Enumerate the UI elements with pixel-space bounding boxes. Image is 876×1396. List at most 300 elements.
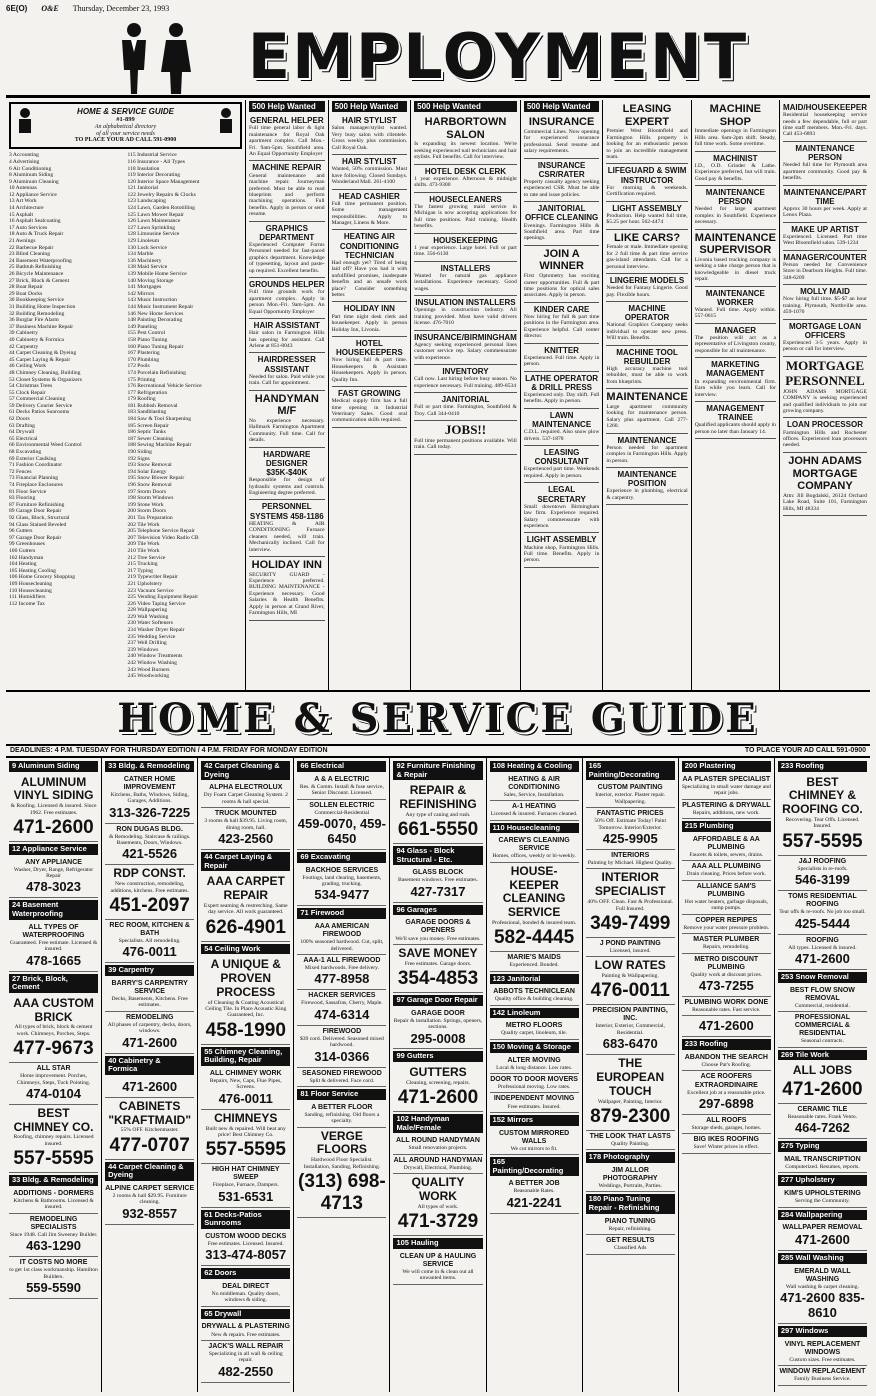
- service-ad: [586, 808, 675, 850]
- service-ad: [682, 800, 771, 819]
- ad-body: Reasonable Rates.: [513, 1188, 555, 1195]
- classified-ad: [783, 142, 867, 186]
- ad-headline: MAINTENANCE/PART TIME: [783, 187, 867, 206]
- category-item: 29 Boat Docks: [9, 290, 43, 297]
- ad-body: Repairs, additions, new work.: [692, 809, 760, 816]
- ad-headline: BEST CHIMNEY CO.: [13, 1105, 94, 1134]
- ad-body: Needed for Fantasy Lingerie. Good pay. Flexible hours.: [606, 285, 688, 298]
- category-header: 92 Furniture Finishing & Repair: [393, 761, 482, 780]
- service-ad: [105, 774, 194, 824]
- category-item: 44 Carpet Cleaning & Dyeing: [9, 350, 77, 357]
- ad-phone: 477-9673: [13, 1038, 94, 1060]
- service-ad: [682, 997, 771, 1016]
- category-item: 120 Interior Space Management: [127, 178, 200, 185]
- ad-headline: INVENTORY: [442, 367, 489, 377]
- service-ad: [586, 869, 675, 937]
- ad-body: Reasonable rates. Frank Vento.: [787, 1114, 858, 1121]
- woman-figure-icon: [158, 22, 194, 96]
- category-item: 234 Washer Dryer Repair: [127, 627, 185, 634]
- ad-headline: GET RESULTS: [605, 1237, 655, 1245]
- ad-headline: DEAL DIRECT: [222, 1282, 270, 1290]
- category-header: 233 Roofing: [682, 1039, 771, 1050]
- ad-body: The fastest growing maid service in Michigan is now accepting applications for full time positions. Paid training. Health benefits.: [414, 203, 517, 230]
- classified-ad: [414, 421, 517, 455]
- category-item: 64 Drywall: [9, 429, 35, 436]
- ad-headline: AAA CUSTOM BRICK: [13, 995, 94, 1024]
- ad-headline: WINDOW REPLACEMENT: [779, 1368, 866, 1376]
- ad-body: Free estimates. Garage doors.: [404, 960, 472, 967]
- ad-headline: CABINETS "KRAFTMAID": [108, 1098, 192, 1127]
- category-item: 155 Pest Control: [127, 330, 166, 337]
- category-list-left: [9, 152, 124, 680]
- ad-body: Computerized. Resumes, reports.: [785, 1164, 860, 1171]
- category-item: 40 Cabinetry & Formica: [9, 336, 64, 343]
- ad-headline: CUSTOM MIRRORED WALLS: [498, 1129, 570, 1145]
- service-ad: [201, 1068, 290, 1110]
- page-number: 6E(O): [6, 4, 28, 13]
- category-item: 27 Brick, Block & Cement: [9, 277, 70, 284]
- ad-body: Commercial Lines. Now opening for experienced insurance professional. Send resume and salary requirements.: [523, 128, 600, 155]
- ad-headline: HEATING & AIR CONDITIONING: [508, 775, 560, 791]
- category-item: 24 Basement Waterproofing: [9, 257, 72, 264]
- ad-body: In expanding environmental firm. Earn while you learn. Call for interview.: [694, 378, 776, 398]
- category-item: 125 Lawn Mower Repair: [127, 211, 184, 218]
- classified-ad: [606, 230, 687, 274]
- ad-headline: JOHN ADAMS MORTGAGE COMPANY: [788, 454, 862, 493]
- ad-phone: 471-2600 835-8610: [780, 1290, 865, 1321]
- classified-ad: [524, 344, 600, 372]
- classified-ad: [783, 101, 867, 142]
- ad-headline: REC ROOM, KITCHEN & BATH: [109, 921, 190, 937]
- service-ad: [778, 1188, 867, 1207]
- ad-headline: PROFESSIONAL COMMERCIAL & RESIDENTIAL: [794, 1014, 851, 1038]
- ad-body: Recovering. Tear Offs. Licensed. Insured.: [785, 817, 860, 830]
- category-item: 193 Snow Removal: [127, 462, 172, 469]
- classified-ad: [332, 155, 408, 189]
- category-header: 102 Handyman Male/Female: [393, 1114, 482, 1133]
- ad-body: Quality Painting.: [611, 1140, 650, 1147]
- ad-body: Specializing in small water damage and repair jobs.: [681, 783, 771, 797]
- service-ad: [201, 1164, 290, 1207]
- classified-ad: [606, 434, 687, 468]
- category-item: 121 Janitorial: [127, 185, 159, 192]
- category-header: 97 Garage Door Repair: [393, 995, 482, 1006]
- ad-body: Person needed for apartment complex in Farmington Hills. Apply in person.: [606, 444, 688, 464]
- ad-body: JOHN ADAMS MORTGAGE COMPANY is seeking experienced and qualified individuals to join our growing company.: [782, 388, 867, 415]
- category-item: 207 Television Video Radio CB: [127, 534, 199, 541]
- ad-phone: 474-6314: [314, 1006, 370, 1022]
- section-header: 500 Help Wanted: [332, 101, 408, 112]
- category-item: 106 Home Grocery Shopping: [9, 574, 76, 581]
- service-ad: [586, 850, 675, 869]
- classified-ad: [695, 324, 776, 358]
- classified-ad: [606, 389, 687, 433]
- service-ad: [490, 774, 579, 802]
- category-item: 42 Carpentry: [9, 343, 39, 350]
- ad-body: Expert seaming & restretching. Same day service. All work guaranteed.: [203, 902, 288, 916]
- ad-body: Choose Pat's Roofing.: [701, 1062, 752, 1069]
- category-header: 233 Roofing: [778, 761, 867, 772]
- ad-body: Premier West Bloomfield and Farmington Hills property is looking for an enthusiastic person to join an incredible management team.: [606, 128, 688, 160]
- service-ad: [201, 1321, 290, 1340]
- guide-column: [198, 758, 294, 1392]
- ad-body: Livonia based trucking company is seeking a take charge person that is knowledgeable in diesel truck repair.: [694, 256, 776, 283]
- ad-body: Experienced. Licensed. Part time West Bloomfield salon. 539-1234: [782, 233, 867, 247]
- category-item: 141 Mortgages: [127, 284, 162, 291]
- ad-body: Weddings, Portraits, Parties.: [598, 1183, 662, 1190]
- service-ad: [682, 915, 771, 934]
- ad-headline: MAINTENANCE: [617, 435, 677, 445]
- classified-ad: [524, 483, 600, 533]
- ad-body: Decks, Basements, Kitchens. Free estimates.: [111, 996, 188, 1009]
- ad-body: Qualified applicants should apply in person no later than January 14.: [694, 422, 776, 435]
- category-header: 40 Cabinetry & Formica: [105, 1056, 194, 1075]
- service-ad: [9, 857, 98, 899]
- category-header: 65 Drywall: [201, 1309, 290, 1320]
- category-header: 110 Housecleaning: [490, 823, 579, 834]
- ad-phone: 471-3729: [397, 1211, 479, 1233]
- ad-phone: 474-0104: [26, 1085, 82, 1101]
- ad-headline: INSURANCE: [528, 116, 595, 129]
- ad-headline: LOAN PROCESSOR: [786, 420, 863, 430]
- category-item: 118 Insulation: [127, 165, 160, 172]
- ad-body: Medical supply firm has a full time opening in Industrial Veterinary Sales. Good oral communication skills required.: [331, 398, 408, 424]
- category-item: 124 Lawn, Garden Rototilling: [127, 205, 195, 212]
- index-title: HOME & SERVICE GUIDE: [77, 107, 174, 116]
- category-header: 105 Hauling: [393, 1238, 482, 1249]
- service-ad: [201, 956, 290, 1045]
- category-item: 104 Heating: [9, 561, 37, 568]
- ad-headline: AAA ALL PLUMBING: [691, 863, 761, 871]
- service-ad: [297, 990, 386, 1025]
- service-ad: [778, 856, 867, 891]
- service-ad: [297, 800, 386, 850]
- ad-headline: DOOR TO DOOR MOVERS: [490, 1076, 578, 1083]
- category-item: 176 Recreational Vehicle Service: [127, 383, 202, 390]
- service-ad: [297, 774, 386, 800]
- ad-phone: 534-9477: [314, 887, 370, 903]
- ad-phone: 314-0366: [314, 1048, 370, 1064]
- ad-body: Female or male. Immediate opening for 2 full time & part time service gas-island attendants. Call for a personal interview.: [606, 244, 688, 270]
- ad-body: Footings, land clearing, basements, grading, trucking.: [302, 874, 382, 887]
- ad-headline: J&J ROOFING: [798, 857, 847, 865]
- category-header: 123 Janitorial: [490, 974, 579, 985]
- ad-headline: DRYWALL & PLASTERING: [201, 1323, 290, 1331]
- service-ad: [490, 1074, 579, 1093]
- handyman-icon: [215, 106, 237, 136]
- ad-headline: HOLIDAY INN: [251, 558, 322, 571]
- ad-body: Salon manager/stylist wanted. Very busy salon with clientele. Gross weekly plus commission. Call Royal Oak.: [331, 125, 408, 151]
- ad-headline: KNITTER: [544, 345, 579, 355]
- ad-body: All types of brick, block & cement work. Chimneys, Porches, Steps.: [14, 1024, 93, 1037]
- category-item: 105 Heating Cooling: [9, 567, 56, 574]
- ad-headline: A UNIQUE & PROVEN PROCESS: [210, 957, 281, 999]
- ad-headline: MASTER PLUMBER: [693, 936, 760, 944]
- category-item: 111 Humidifiers: [9, 594, 46, 601]
- service-ad: [490, 1178, 579, 1213]
- index-cta: TO PLACE YOUR AD CALL 591-0900: [74, 137, 177, 144]
- ad-headline: MACHINE SHOP: [709, 103, 761, 128]
- category-item: 140 Moving Storage: [127, 277, 174, 284]
- ad-body: Home improvement. Porches, Chimneys, Steps, Tuck Pointing.: [16, 1073, 91, 1086]
- ad-headline: AAA-1 ALL FIREWOOD: [303, 956, 381, 964]
- ad-body: Specialists in re-roofs.: [797, 865, 848, 872]
- ad-headline: TRUCK MOUNTED: [214, 810, 277, 818]
- classified-ad: [414, 331, 517, 365]
- category-item: 94 Glass Stained Beveled: [9, 521, 67, 528]
- category-item: 240 Window Treatments: [127, 653, 183, 660]
- category-item: 160 Piano Tuning Repair: [127, 343, 184, 350]
- ad-headline: MOLLY MAID: [800, 287, 850, 297]
- ad-body: Licensed, insured.: [609, 947, 651, 954]
- category-item: 136 Machinery: [127, 257, 162, 264]
- ad-body: & Roofing. Licensed & insured. Since 1962. Free estimates.: [10, 803, 97, 816]
- ad-body: Experienced Computer Forms Personnel needed for fast-paced graphics department. Knowledge of typesetting, layout and paste-up required. Excellent benefits.: [249, 242, 325, 274]
- category-header: 9 Aluminum Siding: [9, 761, 98, 772]
- ad-headline: HARDWARE DESIGNER $35K-$40K: [263, 449, 311, 477]
- category-header: 81 Floor Service: [297, 1089, 386, 1100]
- ad-body: Evenings. Farmington Hills & Southfield area. Part time openings.: [523, 222, 600, 242]
- ad-phone: 464-7262: [794, 1120, 850, 1136]
- ad-headline: JOIN A WINNER: [539, 247, 584, 273]
- ad-body: Hardwood Floor Specialist. Installation, Sanding, Refinishing.: [303, 1157, 381, 1170]
- classified-ad: [249, 353, 325, 390]
- category-item: 205 Telephone Service Repair: [127, 528, 195, 535]
- ad-body: Remove your water pressure problem.: [683, 924, 770, 931]
- ad-headline: CUSTOM PAINTING: [597, 784, 663, 792]
- service-ad: [490, 986, 579, 1005]
- ad-body: Classified Ads: [613, 1245, 647, 1252]
- category-item: 13 Art Work: [9, 198, 37, 205]
- ad-headline: HARBORTOWN SALON: [424, 116, 507, 141]
- service-ad: [490, 835, 579, 863]
- ad-body: We'll save you money. Free estimates.: [395, 935, 481, 942]
- ad-phone: 471-2600: [698, 1018, 754, 1034]
- ad-headline: GARAGE DOOR: [411, 1009, 465, 1017]
- ad-body: Now hiring full & part time. Housekeepers & Assistant Housekeepers. Apply in person. Quality Inn.: [331, 357, 408, 383]
- category-item: 81 Floor Service: [9, 488, 47, 495]
- ad-body: Reasonable rates. Fast service.: [692, 1007, 761, 1014]
- classified-ad: [606, 101, 687, 164]
- category-item: 239 Windows: [127, 646, 159, 653]
- ad-headline: REPAIR & REFINISHING: [399, 783, 477, 812]
- ad-body: Quality work at discount prices.: [690, 971, 763, 978]
- ad-headline: GROUNDS HELPER: [249, 280, 325, 290]
- help-wanted-column: [603, 100, 691, 690]
- ad-headline: HANDYMAN M/F: [254, 392, 319, 418]
- service-ad: [682, 861, 771, 880]
- category-item: 196 Snow Removal: [127, 482, 172, 489]
- service-ad: [682, 774, 771, 800]
- ad-body: No middleman. Quality doors, windows & siding.: [211, 1291, 280, 1304]
- category-item: 36 Burglar Fire Alarm: [9, 317, 59, 324]
- service-ad: [201, 808, 290, 850]
- ad-headline: INSURANCE CSR/RATER: [537, 160, 586, 179]
- ad-phone: 463-1290: [26, 1238, 82, 1254]
- service-ad: [393, 867, 482, 902]
- ad-body: Full time general labor & light maintenance for Royal Oak apartment complex. Call Mon.-Fri. 9am-5pm. Southfield area. An Equal Opportunity Employer: [249, 125, 325, 158]
- ad-headline: KIM'S UPHOLSTERING: [784, 1190, 861, 1198]
- ad-body: Wallpaper, Painting, Interior.: [597, 1098, 663, 1105]
- ad-phone: 354-4853: [397, 968, 479, 990]
- service-ad: [201, 873, 290, 941]
- category-item: 62 Doors: [9, 416, 30, 423]
- service-ad: [778, 1366, 867, 1385]
- section-header: 500 Help Wanted: [414, 101, 517, 112]
- ad-body: Hair salon in Farmington Hills has opening for assistant. Call Arlene at 851-8043: [249, 330, 325, 350]
- ad-body: Wanted, 50% commission. Must have following. Closed Sundays. Wonderland Mall. 261-4100: [331, 166, 408, 186]
- ad-headline: ABBOTS TECHNICLEAN: [493, 988, 575, 996]
- ad-body: Fireplace, Furnace, Dampers.: [212, 1182, 279, 1189]
- classified-ad: [249, 391, 325, 448]
- ad-headline: JANITORIAL: [441, 395, 490, 405]
- ad-headline: HAIR ASSISTANT: [253, 320, 320, 330]
- ad-body: Interior, Exterior, Commercial, Residential.: [595, 1023, 665, 1036]
- category-header: 108 Heating & Cooling: [490, 761, 579, 772]
- service-ad: [297, 921, 386, 955]
- classified-ad: [783, 223, 867, 251]
- category-header: 55 Chimney Cleaning, Building, Repair: [201, 1047, 290, 1066]
- category-header: 94 Glass - Block Structural - Etc.: [393, 846, 482, 865]
- classified-ad: [606, 346, 687, 390]
- classified-ad: [414, 262, 517, 296]
- ad-headline: VINYL REPLACEMENT WINDOWS: [784, 1340, 861, 1356]
- category-header: 178 Photography: [586, 1152, 675, 1163]
- service-ad: [586, 1055, 675, 1131]
- ad-headline: JANITORIAL OFFICE CLEANING: [524, 204, 599, 223]
- category-item: 127 Lawn Sprinkling: [127, 224, 176, 231]
- category-header: 180 Piano Tuning Repair - Refinishing: [586, 1194, 675, 1213]
- category-header: 96 Garages: [393, 905, 482, 916]
- category-header: 24 Basement Waterproofing: [9, 900, 98, 919]
- ad-body: No experience necessary. Hallmark Farmington Apartment Community. Full time. Call for details.: [249, 417, 325, 444]
- category-item: 83 Flooring: [9, 495, 36, 502]
- ad-body: Custom sizes. Free estimates.: [789, 1356, 856, 1363]
- ad-body: We cut mirrors to fit.: [510, 1145, 558, 1152]
- category-header: 277 Upholstery: [778, 1175, 867, 1186]
- ad-headline: INTERIORS: [611, 852, 650, 860]
- service-guide-band: [6, 692, 870, 758]
- ad-body: Commercial-Residential: [314, 809, 370, 816]
- ad-body: of Cleaning & Coating Acoustical Ceiling Tile. In Place Acoustic King Guaranteed, Inc.: [205, 999, 287, 1019]
- category-header: 33 Bldg. & Remodeling: [105, 761, 194, 772]
- guide-column: [294, 758, 390, 1392]
- ad-headline: THE LOOK THAT LASTS: [589, 1132, 671, 1140]
- classified-ad: [332, 114, 408, 155]
- ad-headline: PLASTERING & DRYWALL: [682, 801, 771, 809]
- ad-headline: HAIRDRESSER ASSISTANT: [257, 355, 316, 374]
- ad-phone: 313-474-8057: [205, 1247, 287, 1263]
- ad-headline: LAWN MAINTENANCE: [532, 410, 592, 430]
- help-wanted-column: [521, 100, 604, 690]
- service-ad: [201, 1110, 290, 1164]
- ad-body: Call now. Last hiring before busy season. No experience necessary. Full training. 489-8534: [414, 376, 517, 389]
- help-wanted-columns: [246, 100, 870, 690]
- classified-ad: [606, 164, 687, 201]
- ad-headline: LEGAL SECRETARY: [537, 485, 586, 504]
- category-item: 167 Plastering: [127, 350, 160, 357]
- ad-phone: 421-5526: [122, 846, 178, 862]
- ad-body: Kitchens & Bathrooms. Licensed & insured.: [13, 1197, 94, 1211]
- category-item: 143 Music Instruction: [127, 297, 177, 304]
- ad-body: Painting & Wallpapering.: [601, 973, 659, 980]
- ad-body: High accuracy machine tool rebuilder, must be able to work from blueprints.: [606, 366, 688, 385]
- service-ad: [586, 1131, 675, 1150]
- ad-headline: ALUMINUM VINYL SIDING: [13, 774, 94, 803]
- ad-headline: LIKE CARS?: [614, 231, 681, 244]
- category-item: 14 Architecture: [9, 205, 44, 212]
- classified-ad: [606, 468, 687, 505]
- service-ad: [393, 1251, 482, 1285]
- ad-headline: SEASONED FIREWOOD: [302, 1069, 382, 1077]
- ad-body: Farmington Hills and Rochester offices. Experienced loan processors needed.: [782, 429, 867, 449]
- ad-body: Commercial, residential.: [794, 1002, 850, 1009]
- ad-body: SECURITY GUARD - Experience preferred. BUILDING MAINTENANCE - Experience necessary. Good Salaries & Health Benefits. Apply in person at Grand River, Farmington Hills, MI: [249, 571, 325, 617]
- ad-body: 3 rooms & hall $39.95. Living room, dining room, hall.: [204, 818, 288, 831]
- guide-column: [390, 758, 486, 1392]
- man-figure-icon: [116, 22, 152, 96]
- ad-phone: 932-8557: [122, 1205, 178, 1221]
- ad-phone: 482-2550: [218, 1363, 274, 1379]
- ad-headline: LEASING EXPERT: [622, 103, 672, 128]
- ad-headline: MACHINIST: [713, 153, 758, 163]
- ad-body: Immediate openings in Farmington Hills area. 6am-2pm shift. Steady, full time work. Some overtime.: [694, 128, 776, 148]
- deadline-bar: [6, 744, 870, 758]
- category-item: 57 Commercial Cleaning: [9, 396, 66, 403]
- ad-body: Full or part time. Farmington, Southfield & Troy. Call 344-0410: [414, 404, 517, 417]
- category-item: 96 Gutters: [9, 528, 33, 535]
- category-item: 199 Stone Work: [127, 501, 164, 508]
- service-ad: [778, 935, 867, 970]
- ad-phone: 295-0008: [410, 1030, 466, 1046]
- category-item: 100 Gutters: [9, 547, 36, 554]
- ad-phone: 459-0070, 459-6450: [297, 816, 386, 846]
- service-ad: [393, 945, 482, 993]
- category-item: 4 Advertising: [9, 158, 40, 165]
- ad-body: New & repairs. Free estimates.: [211, 1331, 281, 1338]
- ad-headline: BEST CHIMNEY & ROOFING CO.: [782, 774, 863, 817]
- ad-body: Any type of caning and rush.: [405, 811, 471, 818]
- ad-body: National Graphics Company seeks individual to operate new press. Will train. Benefits.: [606, 322, 688, 342]
- service-ad: [105, 1098, 194, 1160]
- ad-phone: (313) 698-4713: [298, 1170, 386, 1214]
- ad-body: Small downtown Birmingham law firm. Experience required. Salary commensurate with experience.: [523, 503, 600, 529]
- ad-headline: SOLLEN ELECTRIC: [309, 801, 375, 809]
- guide-column: [102, 758, 198, 1392]
- ad-body: Tear offs & re-roofs. No job too small.: [779, 909, 866, 916]
- ad-body: All phases of carpentry, decks, doors, windows.: [107, 1021, 192, 1035]
- category-item: 9 Aluminum Cleaning: [9, 178, 59, 185]
- ad-body: Basement windows. Free estimates.: [397, 877, 478, 884]
- ad-phone: 425-9905: [602, 831, 658, 847]
- category-item: 243 Wood Burners: [127, 666, 170, 673]
- service-ad: [297, 865, 386, 907]
- category-item: 87 Furniture Refinishing: [9, 501, 65, 508]
- service-ad: [682, 1134, 771, 1153]
- ad-headline: MACHINE OPERATOR: [624, 304, 670, 323]
- category-header: 71 Firewood: [297, 908, 386, 919]
- ad-phone: 879-2300: [590, 1105, 671, 1127]
- category-header: 275 Typing: [778, 1141, 867, 1152]
- ad-headline: A BETTER JOB: [508, 1180, 560, 1188]
- ad-headline: FIREWOOD: [322, 1027, 362, 1035]
- category-item: 74 Fireplace Enclosures: [9, 482, 63, 489]
- ad-body: Excellent job at a reasonable price.: [687, 1089, 766, 1096]
- ad-body: Wanted. Full time. Apply within. 557-0615: [694, 306, 776, 320]
- ad-headline: MAIL TRANSCRIPTION: [784, 1156, 861, 1164]
- ad-body: Repairs, remodeling.: [702, 944, 750, 951]
- ad-headline: JIM ALLOR PHOTOGRAPHY: [602, 1166, 658, 1182]
